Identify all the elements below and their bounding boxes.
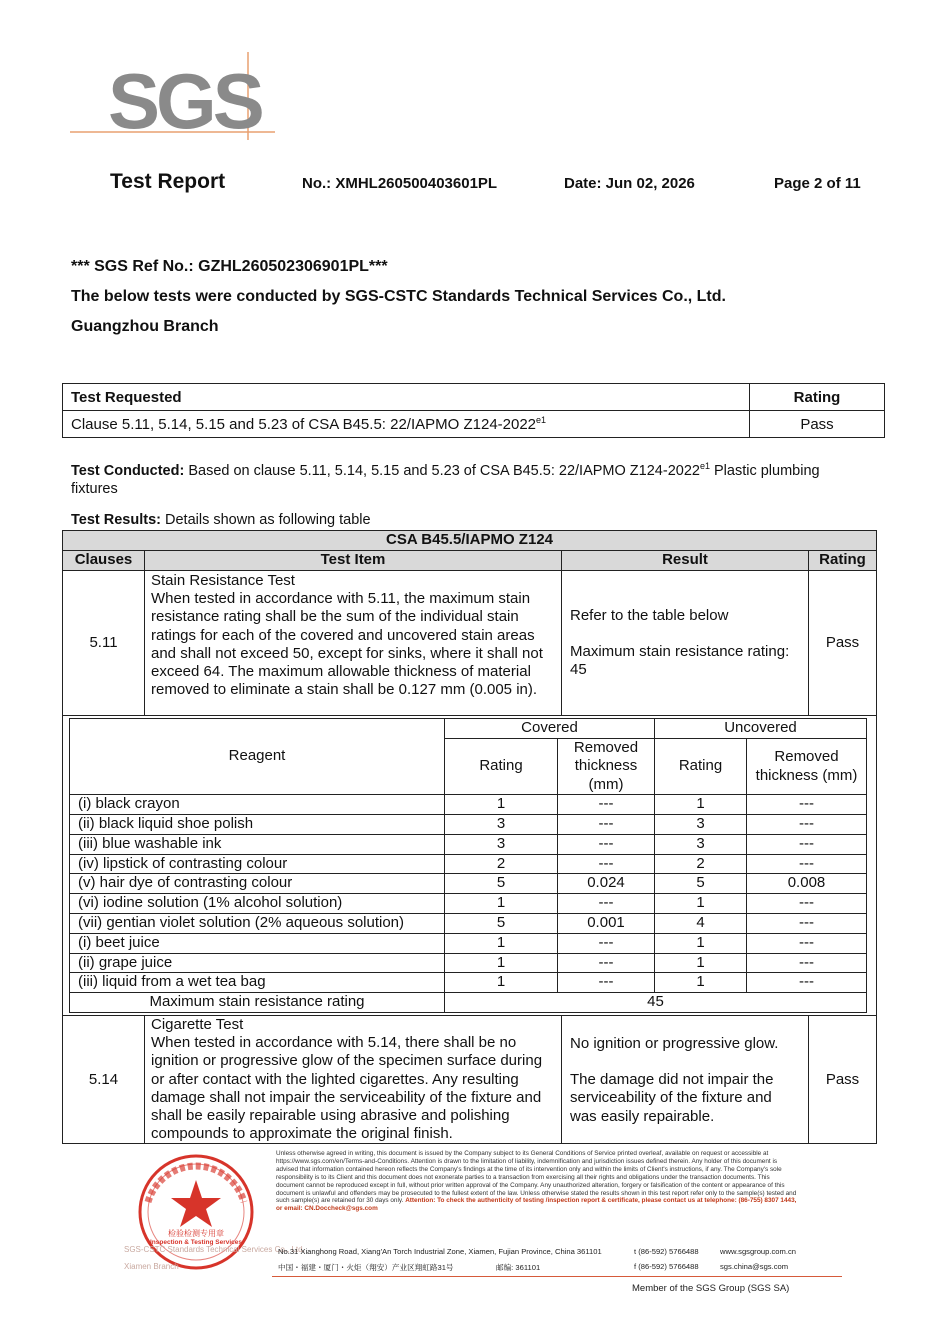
uncovered-rating: 1 bbox=[655, 973, 747, 993]
header-uncovered-removed: Removed thickness (mm) bbox=[747, 738, 867, 795]
postcode: 邮编: 361101 bbox=[496, 1263, 541, 1272]
header-test-item: Test Item bbox=[145, 551, 562, 571]
requested-rating: Pass bbox=[750, 411, 885, 438]
address-cn: 中国・福建・厦门・火炬（翔安）产业区翔虹路31号 bbox=[278, 1263, 454, 1272]
covered-removed: --- bbox=[558, 815, 655, 835]
table-row bbox=[70, 973, 867, 993]
test-item: Cigarette Test When tested in accordance with 5.14, there shall be no ignition or progressive glow of the specimen surface during or after contact with the lighted cigarettes. Any resulting damage shall not impair the serviceability of the fixture and shall be easily repairable using abrasive and polishing compounds to approximate the original finish. bbox=[145, 1016, 562, 1144]
reagent-name: (v) hair dye of contrasting colour bbox=[70, 874, 445, 894]
covered-removed: --- bbox=[558, 795, 655, 815]
company-seal bbox=[134, 1152, 264, 1272]
fine-print: Unless otherwise agreed in writing, this document is issued by the Company subject to its General Conditions of Service printed overleaf, available on request or accessible at https://www.sgs.com/en/Terms-and-Conditions. Attention is drawn to the limitation of liability, indemnification and jurisdiction issues defined therein. Any holder of this document is advised that information contained hereon reflects the Company's findings at the time of its intervention only and within the limits of Client's instructions, if any. The Company's sole responsibility is to its Client and this document does not exonerate parties to a transaction from exercising all their rights and obligations under the transaction documents. This document cannot be reproduced except in full, without prior written approval of the Company. Any unauthorized alteration, forgery or falsification of the content or appearance of this document is unlawful and offenders may be prosecuted to the fullest extent of the law. Unless otherwise stated the results shown in this test report refer only to the sample(s) tested and such sample(s) are retained for 30 days only. Attention: To check the authenticity of testing /inspection report & certificate, please contact us at telephone: (86-755) 8307 1443, or email: CN.Doccheck@sgs.com bbox=[276, 1150, 797, 1213]
logo-text: SGS bbox=[108, 57, 261, 142]
reagent-container bbox=[63, 716, 877, 1016]
email-link[interactable]: sgs.china@sgs.com bbox=[720, 1262, 789, 1271]
report-number: No.: XMHL260500403601PL bbox=[302, 175, 498, 192]
reagent-name: (iii) blue washable ink bbox=[70, 834, 445, 854]
covered-removed: --- bbox=[558, 854, 655, 874]
reagent-name: (iii) liquid from a wet tea bag bbox=[70, 973, 445, 993]
reagent-name: (ii) black liquid shoe polish bbox=[70, 815, 445, 835]
covered-removed: --- bbox=[558, 933, 655, 953]
uncovered-removed: --- bbox=[747, 795, 867, 815]
header-clauses: Clauses bbox=[63, 551, 145, 571]
results-table bbox=[62, 530, 877, 1144]
report-date: Date: Jun 02, 2026 bbox=[564, 175, 695, 192]
uncovered-removed: --- bbox=[747, 973, 867, 993]
address-en: No.31 Xianghong Road, Xiang'An Torch Industrial Zone, Xiamen, Fujian Province, China 361101 bbox=[278, 1247, 602, 1256]
covered-rating: 1 bbox=[445, 953, 558, 973]
header-uncovered-rating: Rating bbox=[655, 738, 747, 795]
telephone: t (86-592) 5766488 bbox=[634, 1247, 699, 1256]
table-row bbox=[70, 874, 867, 894]
uncovered-removed: --- bbox=[747, 894, 867, 914]
table-row bbox=[70, 815, 867, 835]
uncovered-rating: 1 bbox=[655, 953, 747, 973]
uncovered-rating: 2 bbox=[655, 854, 747, 874]
uncovered-rating: 5 bbox=[655, 874, 747, 894]
clause-number: 5.14 bbox=[63, 1016, 145, 1144]
reagent-name: (i) beet juice bbox=[70, 933, 445, 953]
uncovered-removed: --- bbox=[747, 854, 867, 874]
table-row bbox=[70, 894, 867, 914]
uncovered-removed: 0.008 bbox=[747, 874, 867, 894]
covered-rating: 1 bbox=[445, 973, 558, 993]
uncovered-rating: 1 bbox=[655, 933, 747, 953]
covered-rating: 1 bbox=[445, 933, 558, 953]
reagent-name: (vii) gentian violet solution (2% aqueous solution) bbox=[70, 914, 445, 934]
covered-rating: 3 bbox=[445, 834, 558, 854]
table-row bbox=[63, 571, 877, 716]
seal-text-cn: 检验检测专用章 bbox=[168, 1229, 224, 1238]
max-rating-value: 45 bbox=[445, 993, 867, 1013]
reagent-name: (vi) iodine solution (1% alcohol solution) bbox=[70, 894, 445, 914]
reagent-name: (i) black crayon bbox=[70, 795, 445, 815]
uncovered-removed: --- bbox=[747, 953, 867, 973]
covered-rating: 2 bbox=[445, 854, 558, 874]
report-title: Test Report bbox=[110, 170, 226, 193]
seal-text-en: Inspection & Testing Services bbox=[150, 1239, 242, 1246]
covered-removed: 0.024 bbox=[558, 874, 655, 894]
uncovered-rating: 3 bbox=[655, 815, 747, 835]
test-rating: Pass bbox=[809, 1016, 877, 1144]
section-title: CSA B45.5/IAPMO Z124 bbox=[63, 531, 877, 551]
uncovered-removed: --- bbox=[747, 834, 867, 854]
test-rating: Pass bbox=[809, 571, 877, 716]
requested-clause: Clause 5.11, 5.14, 5.15 and 5.23 of CSA B45.5: 22/IAPMO $Z124-2022^{e1}$ bbox=[63, 411, 750, 438]
table-row bbox=[70, 914, 867, 934]
header-rating: Rating bbox=[809, 551, 877, 571]
uncovered-rating: 4 bbox=[655, 914, 747, 934]
header-uncovered: Uncovered bbox=[655, 719, 867, 739]
covered-removed: 0.001 bbox=[558, 914, 655, 934]
sgs-logo bbox=[70, 52, 280, 142]
header-covered: Covered bbox=[445, 719, 655, 739]
seal-branch-name: Xiamen Branch bbox=[124, 1262, 179, 1271]
test-item: Stain Resistance Test When tested in accordance with 5.11, the maximum stain resistance rating shall be the sum of the individual stain ratings for each of the covered and uncovered stain areas and shall not exceed 50, except for sinks, where it shall not exceed 64. The maximum allowable thickness of material removed to eliminate a stain shall be 0.127 mm (0.005 in). bbox=[145, 571, 562, 716]
col-test-requested: Test Requested bbox=[63, 384, 750, 411]
test-result: Refer to the table below Maximum stain resistance rating: 45 bbox=[562, 571, 809, 716]
covered-rating: 1 bbox=[445, 894, 558, 914]
covered-rating: 3 bbox=[445, 815, 558, 835]
reagent-name: (ii) grape juice bbox=[70, 953, 445, 973]
max-rating-row bbox=[70, 993, 867, 1013]
covered-rating: 5 bbox=[445, 914, 558, 934]
test-conducted: Test Conducted: Based on clause 5.11, 5.14, 5.15 and 5.23 of CSA B45.5: 22/IAPMO $Z124-2022^{e1}$ Plastic plumbing fixtures bbox=[71, 461, 820, 497]
member-text: Member of the SGS Group (SGS SA) bbox=[632, 1283, 790, 1294]
table-row bbox=[70, 795, 867, 815]
test-result: No ignition or progressive glow. The damage did not impair the serviceability of the fixture and was easily repairable. bbox=[562, 1016, 809, 1144]
branch: Guangzhou Branch bbox=[71, 318, 219, 335]
test-results-label: Test Results: Details shown as following table bbox=[71, 512, 371, 528]
table-row bbox=[70, 933, 867, 953]
uncovered-removed: --- bbox=[747, 914, 867, 934]
website-link[interactable]: www.sgsgroup.com.cn bbox=[720, 1247, 796, 1256]
reagent-name: (iv) lipstick of contrasting colour bbox=[70, 854, 445, 874]
covered-removed: --- bbox=[558, 953, 655, 973]
fax: f (86-592) 5766488 bbox=[634, 1262, 699, 1271]
header-result: Result bbox=[562, 551, 809, 571]
test-requested-table bbox=[62, 383, 885, 438]
reagent-table bbox=[69, 718, 867, 1013]
clause-number: 5.11 bbox=[63, 571, 145, 716]
header-covered-rating: Rating bbox=[445, 738, 558, 795]
header-reagent: Reagent bbox=[70, 719, 445, 795]
header-covered-removed: Removed thickness (mm) bbox=[558, 738, 655, 795]
covered-removed: --- bbox=[558, 973, 655, 993]
uncovered-rating: 1 bbox=[655, 795, 747, 815]
col-rating: Rating bbox=[750, 384, 885, 411]
table-row bbox=[63, 1016, 877, 1144]
footer-divider bbox=[272, 1276, 842, 1277]
page-number: Page 2 of 11 bbox=[774, 175, 861, 192]
covered-removed: --- bbox=[558, 894, 655, 914]
table-row bbox=[70, 953, 867, 973]
covered-removed: --- bbox=[558, 834, 655, 854]
sgs-ref: *** SGS Ref No.: GZHL260502306901PL*** bbox=[71, 258, 388, 275]
covered-rating: 1 bbox=[445, 795, 558, 815]
seal-company-name: SGS-CSTC Standards Technical Services Co., Ltd. bbox=[124, 1245, 305, 1254]
table-row bbox=[70, 854, 867, 874]
table-row bbox=[70, 834, 867, 854]
uncovered-removed: --- bbox=[747, 933, 867, 953]
uncovered-removed: --- bbox=[747, 815, 867, 835]
conducted-by: The below tests were conducted by SGS-CSTC Standards Technical Services Co., Ltd. bbox=[71, 288, 726, 305]
uncovered-rating: 3 bbox=[655, 834, 747, 854]
covered-rating: 5 bbox=[445, 874, 558, 894]
max-rating-label: Maximum stain resistance rating bbox=[70, 993, 445, 1013]
uncovered-rating: 1 bbox=[655, 894, 747, 914]
